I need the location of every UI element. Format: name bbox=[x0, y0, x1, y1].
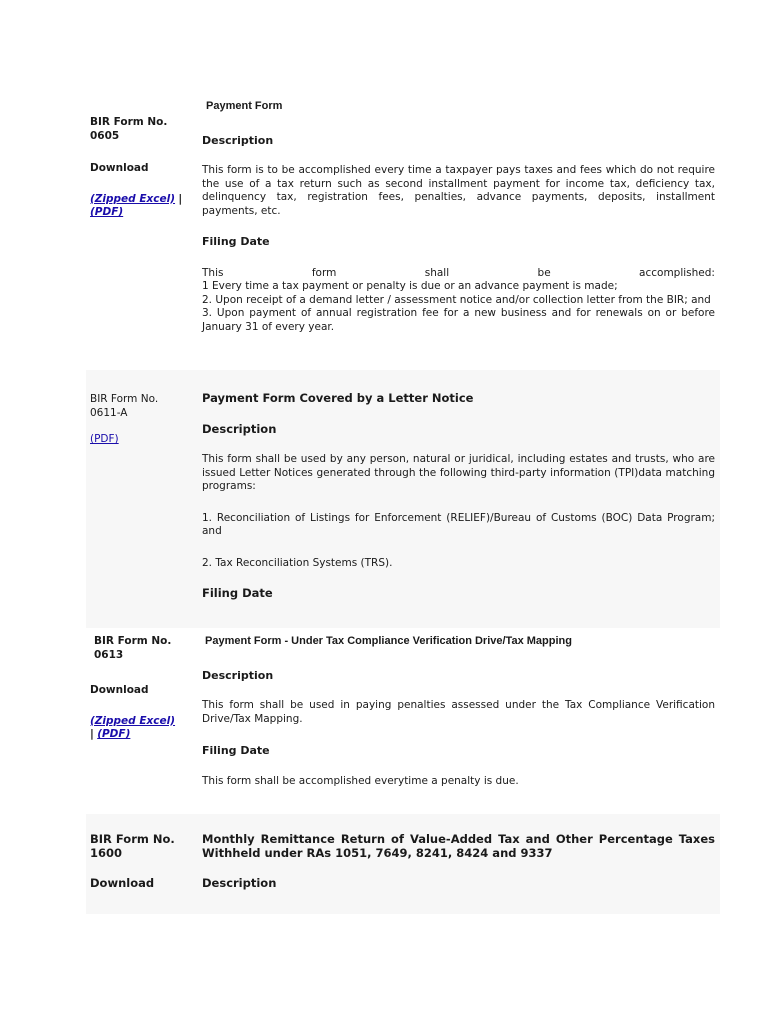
filing-date-heading: Filing Date bbox=[202, 586, 273, 600]
filing-word: This bbox=[202, 266, 224, 279]
form-title: Payment Form Covered by a Letter Notice bbox=[202, 391, 474, 405]
description-heading: Description bbox=[202, 668, 274, 682]
form-0613-left bbox=[90, 635, 178, 742]
download-label: Download bbox=[90, 684, 149, 696]
download-label: Download bbox=[90, 876, 155, 890]
download-label: Download bbox=[90, 162, 149, 174]
form-0613-section bbox=[86, 628, 720, 808]
filing-word: shall bbox=[424, 266, 450, 279]
form-1600-section bbox=[86, 814, 720, 914]
download-links bbox=[90, 715, 178, 742]
form-0605-right bbox=[202, 100, 715, 334]
description-heading: Description bbox=[202, 133, 274, 147]
link-separator: | bbox=[90, 728, 94, 740]
filing-date-heading: Filing Date bbox=[202, 235, 270, 248]
form-number: BIR Form No. 0611-A bbox=[90, 393, 159, 419]
form-number: BIR Form No. 0613 bbox=[94, 635, 172, 661]
list-item: 2. Tax Reconciliation Systems (TRS). bbox=[202, 556, 393, 569]
pdf-link[interactable]: (PDF) bbox=[90, 433, 119, 445]
description-heading: Description bbox=[202, 421, 277, 436]
filing-intro bbox=[202, 267, 715, 281]
filing-date-heading: Filing Date bbox=[202, 744, 270, 757]
filing-word: form bbox=[311, 266, 337, 279]
form-1600-right bbox=[202, 833, 715, 891]
description-text: This form shall be used in paying penalties assessed under the Tax Compliance Verification Drive/Tax Mapping. bbox=[202, 699, 715, 725]
filing-item: 3. Upon payment of annual registration fee for a new business and for renewals on or before January 31 of every year. bbox=[202, 307, 715, 333]
form-number: BIR Form No. 1600 bbox=[90, 832, 175, 860]
zipped-excel-link[interactable]: (Zipped Excel) bbox=[90, 714, 176, 727]
form-0605-left bbox=[90, 116, 190, 220]
description-text: This form is to be accomplished every time a taxpayer pays taxes and fees which do not require the use of a tax return such as second installment payment for income tax, deficiency tax, delinquency tax, registration fees, penalties, advance payments, deposits, installment payments, etc. bbox=[202, 164, 715, 217]
description-heading: Description bbox=[202, 876, 277, 890]
form-0611a-right bbox=[202, 392, 715, 601]
form-title: Payment Form bbox=[206, 100, 283, 112]
filing-word: accomplished: bbox=[639, 266, 715, 279]
pdf-link[interactable]: (PDF) bbox=[90, 206, 124, 218]
zipped-excel-link[interactable]: (Zipped Excel) bbox=[90, 192, 176, 205]
filing-item: 2. Upon receipt of a demand letter / assessment notice and/or collection letter from the BIR; and bbox=[202, 293, 711, 306]
form-number: BIR Form No. 0605 bbox=[90, 116, 168, 142]
form-0611a-left bbox=[90, 393, 176, 447]
filing-date-text: This form shall be accomplished everytime a penalty is due. bbox=[202, 774, 519, 787]
form-title: Payment Form - Under Tax Compliance Verification Drive/Tax Mapping bbox=[205, 635, 572, 647]
form-0613-right bbox=[202, 635, 715, 788]
pdf-link[interactable]: (PDF) bbox=[97, 728, 131, 740]
download-links bbox=[90, 193, 190, 220]
link-separator: | bbox=[178, 192, 183, 205]
form-1600-left bbox=[90, 833, 180, 891]
form-0605-section bbox=[86, 96, 720, 364]
form-0611a-section bbox=[86, 370, 720, 628]
list-item: 1. Reconciliation of Listings for Enforcement (RELIEF)/Bureau of Customs (BOC) Data Program; and bbox=[202, 511, 715, 537]
filing-item: 1 Every time a tax payment or penalty is due or an advance payment is made; bbox=[202, 280, 618, 292]
description-text: This form shall be used by any person, natural or juridical, including estates and trusts, who are issued Letter Notices generated through the following third-party information (TPI)data matching programs: bbox=[202, 453, 715, 492]
form-title: Monthly Remittance Return of Value-Added Tax and Other Percentage Taxes Withheld under RAs 1051, 7649, 8241, 8424 and 9337 bbox=[202, 832, 715, 860]
filing-word: be bbox=[537, 266, 551, 279]
